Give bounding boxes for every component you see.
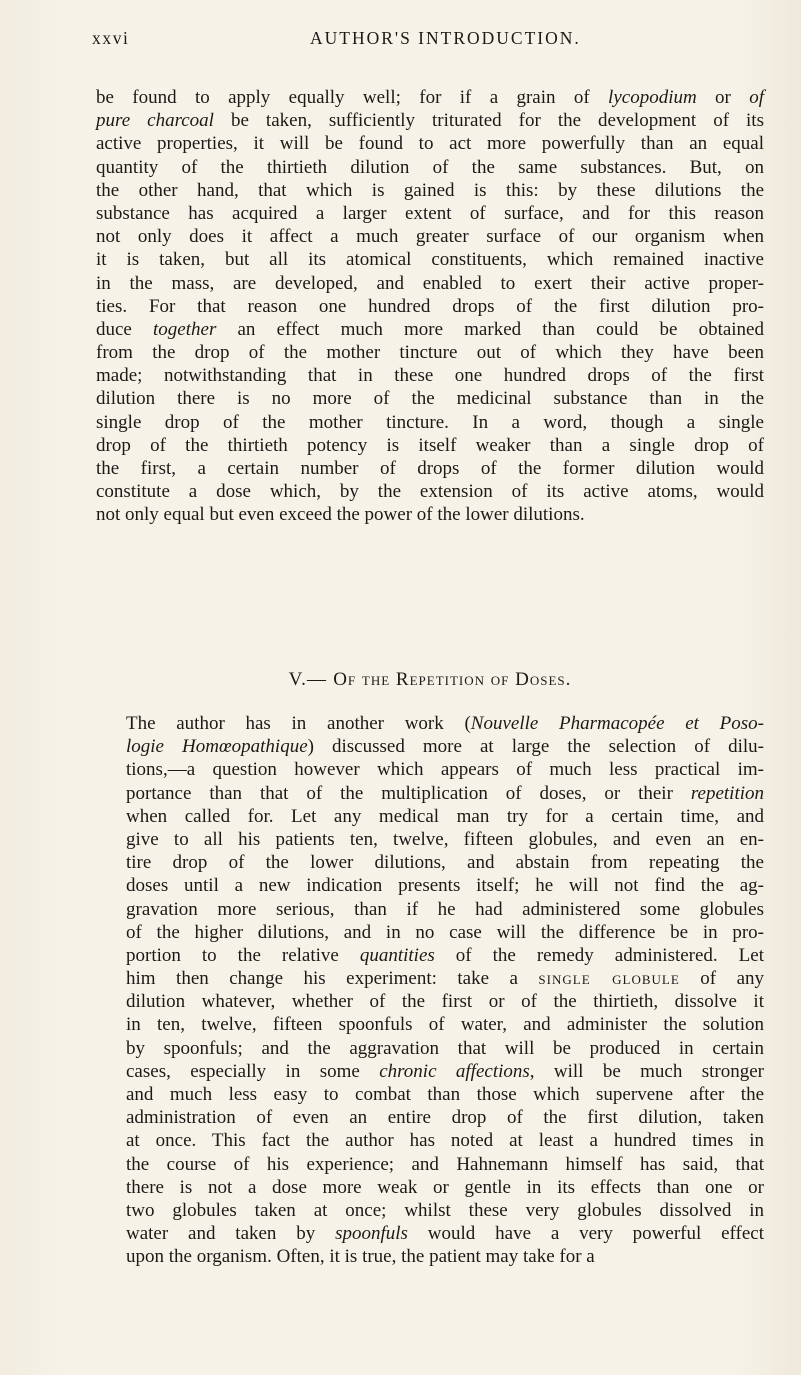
text-line: pure charcoal be taken, sufficiently triturated for the development of its bbox=[96, 110, 764, 132]
italic-phrase: logie Homœopathique bbox=[126, 736, 308, 758]
text-line: portance than that of the multiplication of doses, or their repetition bbox=[126, 782, 764, 804]
page-header bbox=[92, 28, 761, 58]
text-line: tire drop of the lower dilutions, and abstain from repeating the bbox=[126, 852, 764, 874]
text-line: ties. For that reason one hundred drops of the first dilution pro- bbox=[96, 295, 764, 317]
text-line: portion to the relative quantities of the remedy administered. Let bbox=[126, 944, 765, 966]
text-line: the course of his experience; and Hahnemann himself has said, that bbox=[126, 1153, 764, 1175]
text-line: cases, especially in some chronic affections, will be much stronger bbox=[126, 1060, 764, 1082]
text-line: in the mass, are developed, and enabled to exert their active proper- bbox=[96, 272, 764, 294]
text-line: water and taken by spoonfuls would have a very powerful effect bbox=[126, 1223, 764, 1245]
text-line: The author has in another work (Nouvelle Pharmacopée et Poso- bbox=[126, 713, 764, 734]
text-line: constitute a dose which, by the extension of its active atoms, would bbox=[96, 481, 764, 503]
section-heading bbox=[96, 669, 764, 691]
italic-phrase: spoonfuls bbox=[335, 1223, 408, 1245]
italic-phrase: together bbox=[153, 318, 217, 340]
text-line: in ten, twelve, fifteen spoonfuls of water, and administer the solution bbox=[126, 1014, 764, 1036]
text-line: made; notwithstanding that in these one hundred drops of the first bbox=[96, 365, 764, 387]
text-line: the first, a certain number of drops of the former dilution would bbox=[96, 458, 764, 479]
italic-phrase: pure charcoal bbox=[96, 110, 214, 132]
text-line: two globules taken at once; whilst these very globules dissolved in bbox=[126, 1199, 764, 1221]
section-number: V.— bbox=[288, 669, 328, 690]
section-title: Of the Repetition of Doses. bbox=[333, 669, 572, 690]
italic-phrase: Nouvelle Pharmacopée et Poso- bbox=[470, 713, 764, 734]
text-line: at once. This fact the author has noted at least a hundred times in bbox=[126, 1130, 764, 1152]
small-caps-phrase: single globule bbox=[538, 968, 680, 990]
page-number: xxvi bbox=[92, 28, 130, 48]
italic-phrase: repetition bbox=[690, 782, 764, 804]
italic-phrase: chronic affections bbox=[379, 1060, 530, 1082]
text-line: by spoonfuls; and the aggravation that will be produced in certain bbox=[126, 1037, 764, 1059]
text-line: logie Homœopathique) discussed more at large the selection of dilu- bbox=[126, 736, 764, 758]
text-line: quantity of the thirtieth dilution of the same substances. But, on bbox=[96, 156, 764, 178]
text-line: single drop of the mother tincture. In a word, though a single bbox=[96, 411, 764, 433]
text-line: the other hand, that which is gained is this: by these dilutions the bbox=[96, 179, 764, 201]
text-line: him then change his experiment: take a single globule of any bbox=[126, 968, 764, 990]
text-line: gravation more serious, than if he had administered some globules bbox=[126, 898, 764, 920]
text-line: drop of the thirtieth potency is itself weaker than a single drop of bbox=[96, 434, 764, 456]
running-title: AUTHOR'S INTRODUCTION. bbox=[310, 28, 581, 48]
text-line: dilution there is no more of the medicinal substance than in the bbox=[96, 388, 764, 410]
italic-phrase: of bbox=[749, 87, 765, 108]
paragraph-repetition bbox=[96, 712, 764, 1269]
text-line: there is not a dose more weak or gentle in its effects than one or bbox=[126, 1176, 764, 1198]
italic-phrase: quantities bbox=[359, 944, 435, 966]
italic-phrase: lycopodium bbox=[608, 87, 697, 108]
paragraph-dilutions bbox=[96, 86, 764, 527]
text-line: tions,—a question however which appears of much less practical im- bbox=[126, 759, 764, 781]
text-line: not only equal but even exceed the power of the lower dilutions. bbox=[96, 504, 585, 526]
text-line: when called for. Let any medical man try for a certain time, and bbox=[126, 805, 764, 827]
text-line: from the drop of the mother tincture out of which they have been bbox=[96, 342, 764, 364]
text-line: be found to apply equally well; for if a grain of lycopodium or of bbox=[96, 87, 765, 108]
text-line: administration of even an entire drop of the first dilution, taken bbox=[126, 1107, 764, 1129]
text-line: it is taken, but all its atomical constituents, which remained inactive bbox=[96, 249, 764, 271]
text-line: and much less easy to combat than those which supervene after the bbox=[126, 1084, 764, 1105]
text-line: not only does it affect a much greater surface of our organism when bbox=[96, 226, 764, 248]
text-line: active properties, it will be found to act more powerfully than an equal bbox=[96, 133, 764, 155]
text-line: duce together an effect much more marked than could be obtained bbox=[96, 318, 764, 340]
text-line: upon the organism. Often, it is true, the patient may take for a bbox=[126, 1246, 595, 1268]
text-line: substance has acquired a larger extent of surface, and for this reason bbox=[96, 202, 764, 224]
text-line: dilution whatever, whether of the first or of the thirtieth, dissolve it bbox=[126, 991, 764, 1013]
text-line: of the higher dilutions, and in no case will the difference be in pro- bbox=[126, 921, 764, 943]
text-line: doses until a new indication presents itself; he will not find the ag- bbox=[126, 875, 764, 897]
text-line: give to all his patients ten, twelve, fifteen globules, and even an en- bbox=[126, 828, 764, 850]
